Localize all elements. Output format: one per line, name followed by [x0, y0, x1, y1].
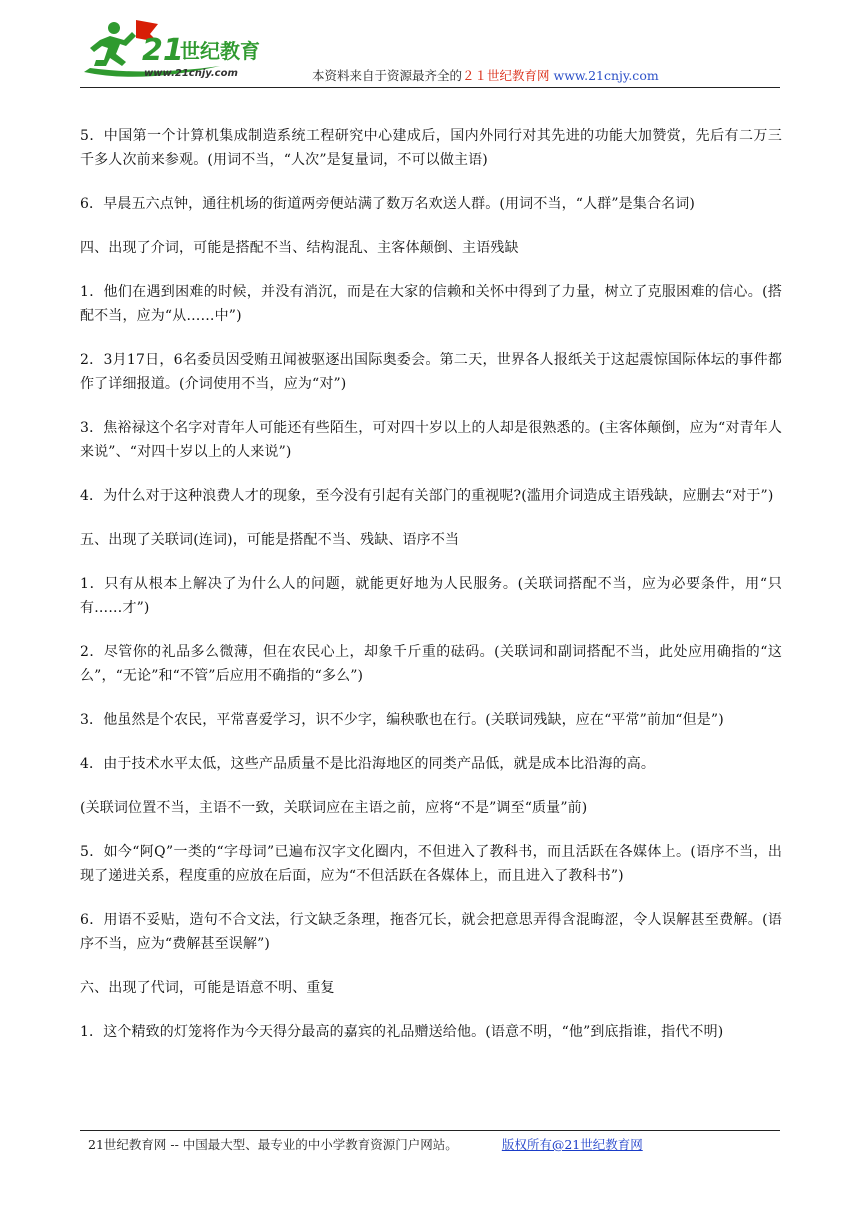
logo-text: 世纪教育 [180, 39, 260, 63]
header-note [312, 66, 659, 84]
paragraph: 四、出现了介词，可能是搭配不当、结构混乱、主客体颠倒、主语残缺 [80, 240, 519, 256]
paragraph: 3．焦裕禄这个名字对青年人可能还有些陌生，可对四十岁以上的人却是很熟悉的。(主客体颠倒，应为“对青年人来说”、“对四十岁以上的人来说”) [80, 420, 782, 460]
runner-logo-icon [80, 14, 290, 84]
page-footer [88, 1135, 643, 1153]
paragraph: 1．这个精致的灯笼将作为今天得分最高的嘉宾的礼品赠送给他。(语意不明，“他”到底指谁，指代不明) [80, 1024, 724, 1040]
header-url-link[interactable]: www.21cnjy.com [553, 68, 659, 83]
paragraph: 5．如今“阿Q”一类的“字母词”已遍布汉字文化圈内，不但进入了教科书，而且活跃在各媒体上。(语序不当，出现了递进关系，程度重的应放在后面，应为“不但活跃在各媒体上，而且进入了教科书”) [80, 844, 782, 884]
site-logo[interactable] [80, 14, 290, 84]
header-divider [80, 87, 780, 88]
paragraph: 2．尽管你的礼品多么微薄，但在农民心上，却象千斤重的砝码。(关联词和副词搭配不当，此处应用确指的“这么”，“无论”和“不管”后应用不确指的“多么”) [80, 644, 782, 684]
paragraph: 2．3月17日，6名委员因受贿丑闻被驱逐出国际奥委会。第二天，世界各人报纸关于这起震惊国际体坛的事件都作了详细报道。(介词使用不当，应为“对”) [80, 352, 782, 392]
paragraph: 3．他虽然是个农民，平常喜爱学习，识不少字，编秧歌也在行。(关联词残缺，应在“平常”前加“但是”) [80, 712, 724, 728]
header-note-prefix: 本资料来自于资源最齐全的 [312, 68, 463, 83]
header-site-name[interactable]: ２１世纪教育网 [462, 68, 550, 83]
paragraph: 五、出现了关联词(连词)，可能是搭配不当、残缺、语序不当 [80, 532, 460, 548]
svg-text:www.21cnjy.com: www.21cnjy.com [144, 68, 238, 79]
paragraph: 4．由于技术水平太低，这些产品质量不是比沿海地区的同类产品低，就是成本比沿海的高。 [80, 756, 656, 772]
paragraph: 六、出现了代词，可能是语意不明、重复 [80, 980, 335, 996]
paragraph: 4．为什么对于这种浪费人才的现象，至今没有引起有关部门的重视呢?(滥用介词造成主语残缺，应删去“对于”) [80, 488, 774, 504]
paragraph: 6．用语不妥贴，造句不合文法，行文缺乏条理，拖沓冗长，就会把意思弄得含混晦涩，令人误解甚至费解。(语序不当，应为“费解甚至误解”) [80, 912, 782, 952]
page-header [80, 14, 780, 88]
footer-divider [80, 1130, 780, 1131]
paragraph: 1．只有从根本上解决了为什么人的问题，就能更好地为人民服务。(关联词搭配不当，应为必要条件，用“只有……才”) [80, 576, 782, 616]
paragraph: 6．早晨五六点钟，通往机场的街道两旁便站满了数万名欢送人群。(用词不当，“人群”是集合名词) [80, 196, 696, 212]
paragraph: 1．他们在遇到困难的时候，并没有消沉，而是在大家的信赖和关怀中得到了力量，树立了克服困难的信心。(搭配不当，应为“从……中”) [80, 284, 782, 324]
footer-copyright-link[interactable]: 版权所有@21世纪教育网 [501, 1137, 643, 1152]
document-body [80, 124, 782, 1064]
paragraph: (关联词位置不当，主语不一致，关联词应在主语之前，应将“不是”调至“质量”前) [80, 800, 588, 816]
svg-text:21: 21 [142, 33, 184, 68]
footer-text: 21世纪教育网 -- 中国最大型、最专业的中小学教育资源门户网站。 [88, 1137, 458, 1152]
paragraph: 5．中国第一个计算机集成制造系统工程研究中心建成后，国内外同行对其先进的功能大加赞赏，先后有二万三千多人次前来参观。(用词不当，“人次”是复量词，不可以做主语) [80, 128, 782, 168]
